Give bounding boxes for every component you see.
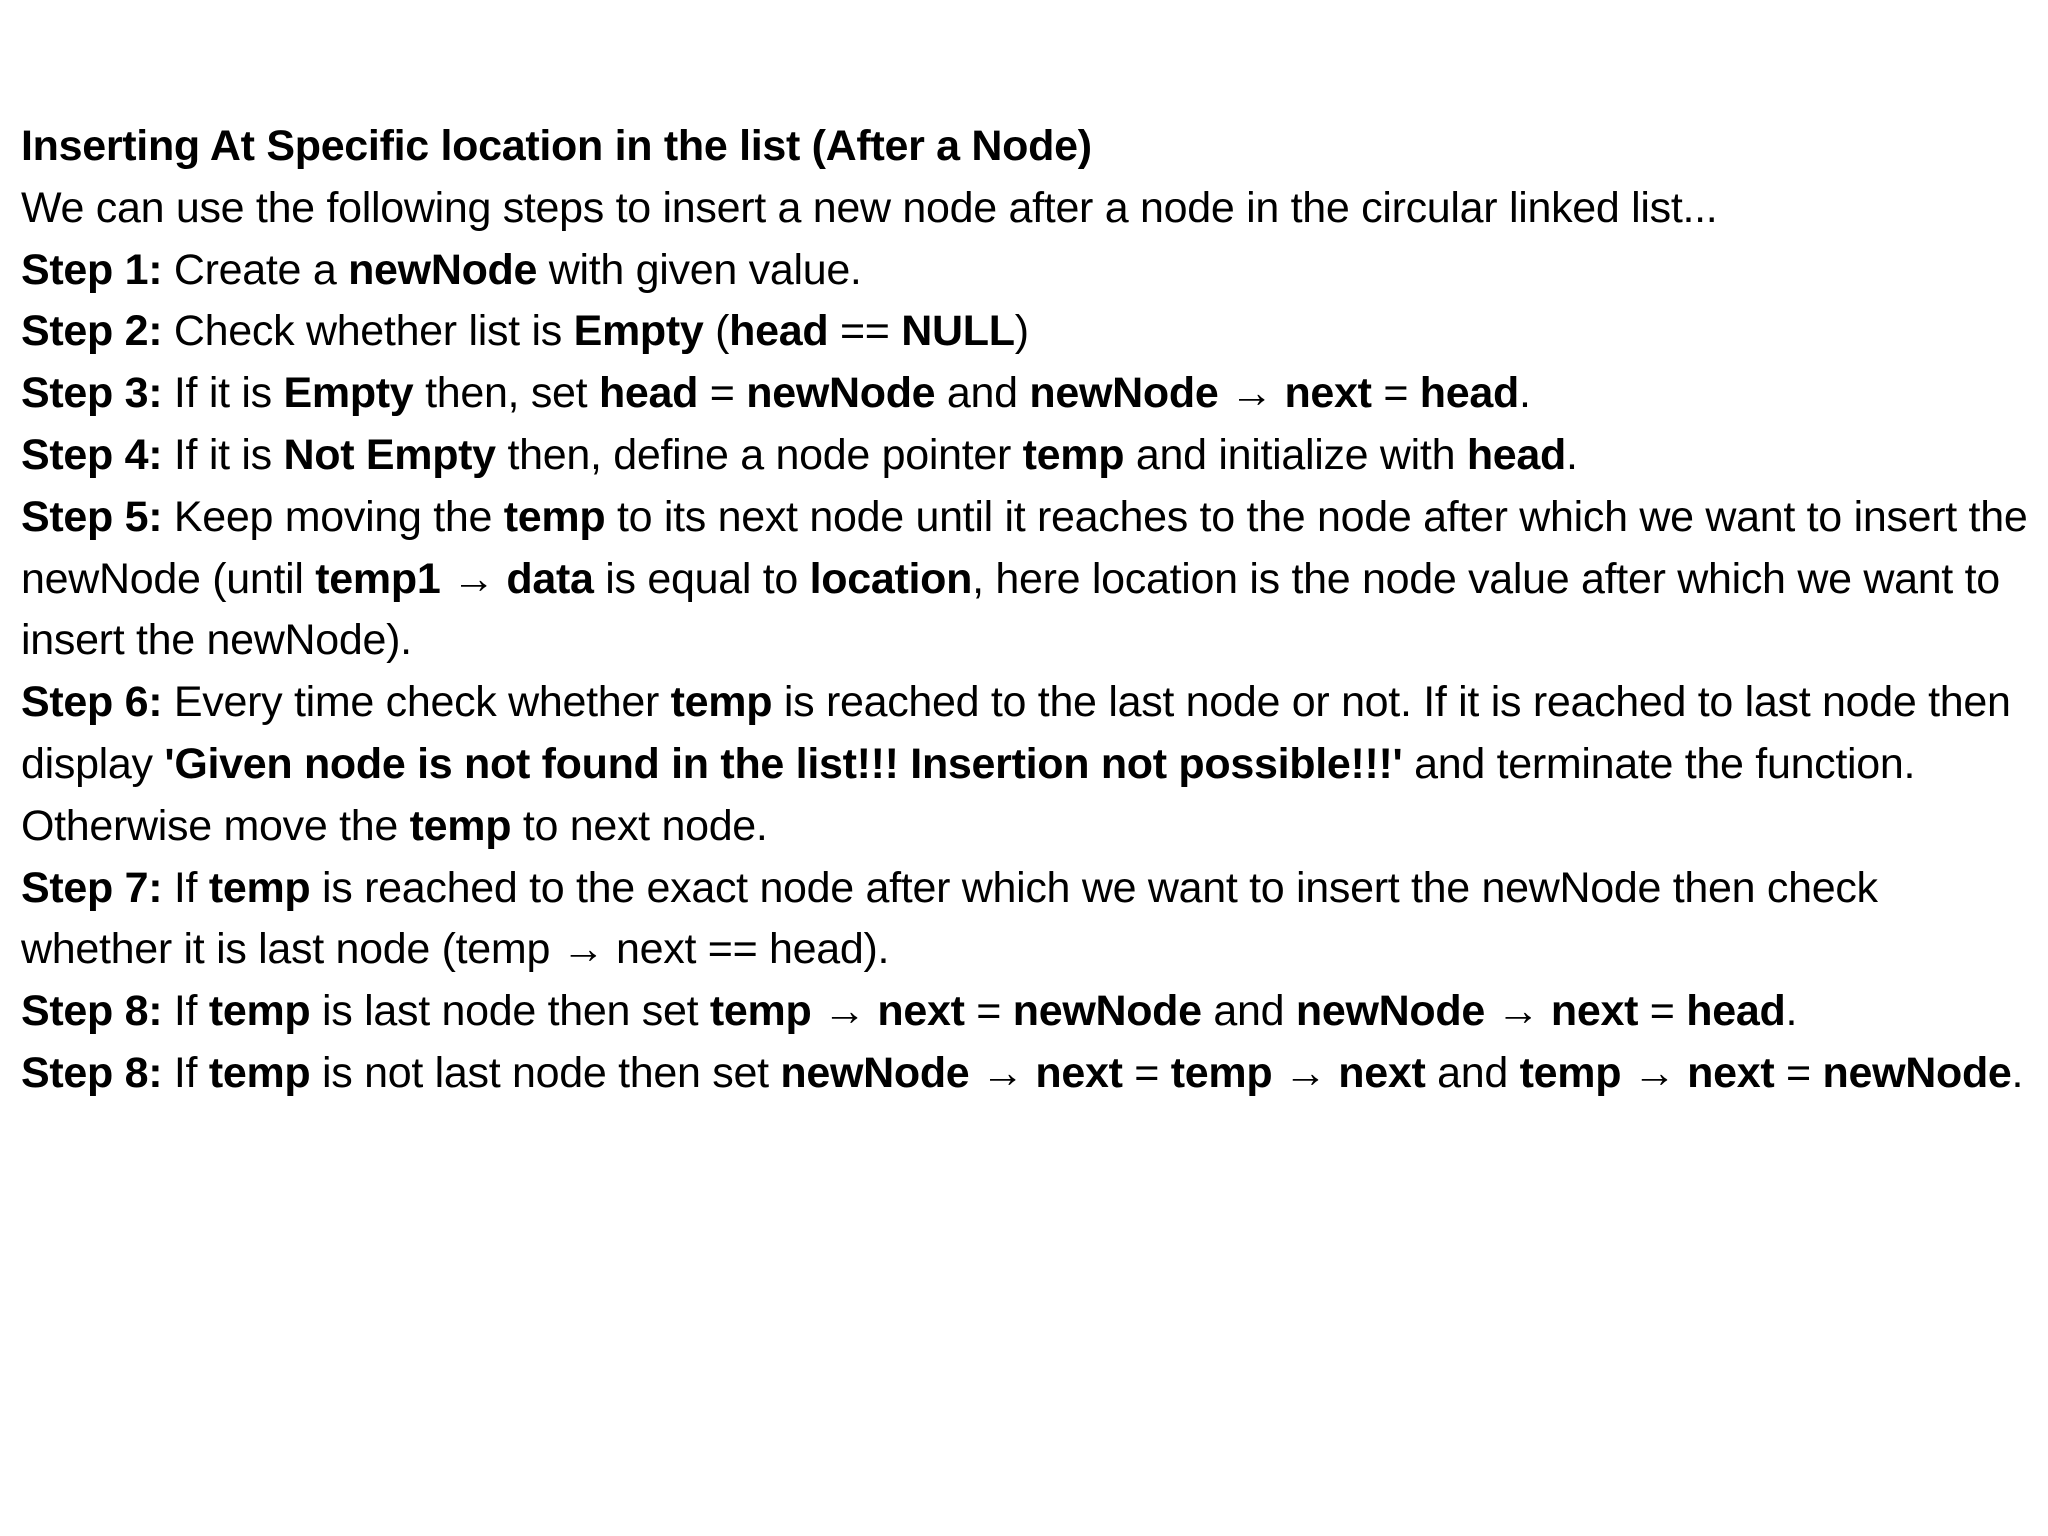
step-text: = [698, 369, 747, 418]
step-1 [21, 240, 2031, 302]
step-bold-text: temp [670, 678, 773, 727]
step-bold-text: temp [409, 801, 512, 850]
step-bold-text: Empty [283, 369, 414, 418]
step-text: = [1638, 987, 1687, 1036]
step-bold-text: Step 7: [21, 863, 163, 912]
step-text: = [964, 987, 1013, 1036]
step-text: If it is [162, 430, 284, 479]
step-text: with given value. [537, 245, 862, 294]
slide-content [21, 116, 2031, 1105]
slide-title: Inserting At Specific location in the list (After a Node) [21, 122, 1092, 170]
step-text: ) [1014, 307, 1029, 356]
step-bold-text: head [1466, 430, 1567, 479]
step-5 [21, 487, 2031, 672]
step-text: is not last node then set [310, 1048, 781, 1097]
step-bold-text: temp → next [1170, 1048, 1426, 1097]
step-text: is equal to [593, 554, 810, 603]
step-text: . [2011, 1048, 2024, 1097]
step-text: If [162, 863, 209, 912]
step-text: If it is [162, 369, 284, 418]
step-7 [21, 858, 2031, 982]
step-bold-text: newNode [1822, 1048, 2012, 1097]
intro-text: We can use the following steps to insert a new node after a node in the circular linked list... [21, 183, 1718, 232]
step-text: ( [703, 307, 730, 356]
step-text: Keep moving the [162, 492, 504, 541]
step-bold-text: Not Empty [283, 430, 496, 479]
step-bold-text: temp [503, 492, 606, 541]
step-bold-text: temp [208, 863, 311, 912]
step-text: == [828, 307, 902, 356]
step-text: and terminate the function. Otherwise move the [21, 739, 1916, 850]
step-text: to next node. [511, 801, 768, 850]
step-bold-text: temp → next [1519, 1048, 1775, 1097]
step-bold-text: Step 5: [21, 492, 163, 541]
step-bold-text: newNode [746, 369, 936, 418]
step-text: and [1425, 1048, 1520, 1097]
step-bold-text: Step 3: [21, 369, 163, 418]
step-bold-text: newNode → next [1295, 987, 1639, 1036]
step-bold-text: temp [208, 1048, 311, 1097]
step-bold-text: newNode [348, 245, 538, 294]
step-bold-text: Step 1: [21, 245, 163, 294]
step-bold-text: newNode → next [780, 1048, 1123, 1097]
step-text: is reached to the last node or not. If it is reached to last node then display [21, 678, 2011, 788]
step-bold-text: Step 8: [21, 987, 163, 1036]
step-bold-text: temp → next [709, 987, 965, 1036]
step-text: is last node then set [310, 987, 710, 1036]
step-bold-text: NULL [901, 307, 1015, 356]
step-text: and [1201, 987, 1296, 1036]
step-bold-text: temp [208, 987, 311, 1036]
step-text: , here location is the node value after which we want to insert the newNode). [21, 554, 2000, 665]
step-2 [21, 301, 2031, 363]
step-bold-text: 'Given node is not found in the list!!! Insertion not possible!!!' [164, 739, 1403, 788]
step-text: . [1566, 430, 1578, 479]
step-bold-text: temp [1022, 430, 1125, 479]
step-bold-text: newNode → next [1029, 369, 1372, 418]
step-bold-text: Step 4: [21, 430, 163, 479]
step-text: If [162, 1048, 209, 1097]
step-text: then, define a node pointer [495, 430, 1023, 479]
step-bold-text: head [1686, 987, 1786, 1036]
step-8 [21, 981, 2031, 1043]
step-bold-text: head [598, 369, 699, 418]
step-text: to its next node until it reaches to the node after which we want to insert the newNode (until [21, 492, 2028, 603]
step-text: then, set [413, 369, 599, 418]
step-text: . [1785, 987, 1798, 1036]
step-text: If [162, 987, 209, 1036]
step-text: Check whether list is [162, 307, 574, 356]
step-4 [21, 425, 2031, 487]
step-bold-text: newNode [1012, 987, 1202, 1036]
step-bold-text: location [809, 554, 973, 603]
step-bold-text: head [1419, 369, 1519, 418]
step-text: = [1122, 1048, 1171, 1097]
step-text: = [1774, 1048, 1823, 1097]
step-text: . [1518, 369, 1531, 418]
step-bold-text: temp1 → data [315, 554, 594, 603]
step-text: is reached to the exact node after which we want to insert the newNode then check whether it is last node (temp → next == head). [21, 863, 1878, 974]
step-bold-text: head [729, 307, 829, 356]
step-bold-text: Step 2: [21, 307, 163, 356]
steps-list [21, 240, 2031, 1105]
step-text: Create a [162, 245, 349, 294]
step-bold-text: Empty [573, 307, 704, 356]
step-bold-text: Step 8: [21, 1048, 163, 1097]
step-9 [21, 1043, 2031, 1105]
step-3 [21, 363, 2031, 425]
step-bold-text: Step 6: [21, 678, 163, 727]
step-text: and [935, 369, 1030, 418]
step-text: = [1371, 369, 1420, 418]
step-6 [21, 672, 2031, 857]
step-text: and initialize with [1124, 430, 1467, 479]
step-text: Every time check whether [162, 678, 671, 727]
